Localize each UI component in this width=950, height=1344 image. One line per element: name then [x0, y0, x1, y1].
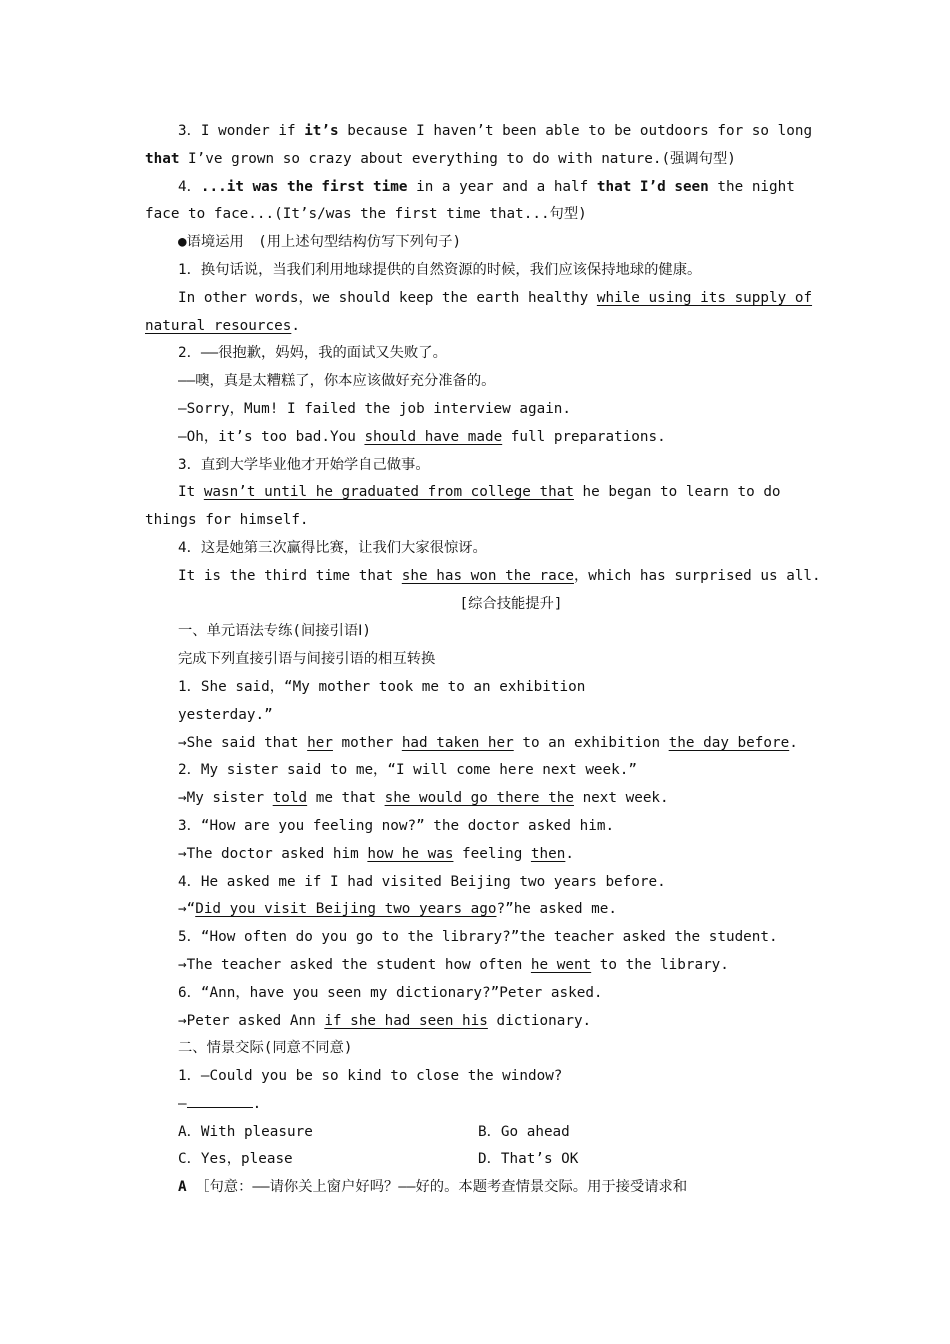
- pattern-3-line2: that I’ve grown so crazy about everything to do with nature.(强调句型): [145, 150, 736, 167]
- answer: natural resources: [145, 317, 292, 334]
- option-d: D．That’s OK: [478, 1151, 579, 1168]
- grammar-answer: →Peter asked Ann if she had seen his dictionary.: [178, 1012, 592, 1029]
- answer: wasn’t until he graduated from college that: [203, 484, 574, 501]
- answer: her: [307, 734, 333, 751]
- context-q1-en-cont: natural resources.: [145, 317, 300, 334]
- context-q2-cn1: 2．——很抱歉，妈妈，我的面试又失败了。: [178, 345, 447, 362]
- grammar-heading: 一、单元语法专练(间接引语Ⅰ): [178, 623, 371, 640]
- answer: if she had seen his: [324, 1012, 488, 1029]
- grammar-answer: →The doctor asked him how he was feeling then.: [178, 845, 574, 862]
- grammar-answer: →“Did you visit Beijing two years ago?”he asked me.: [178, 901, 617, 918]
- answer: should have made: [364, 428, 503, 445]
- answer: had taken her: [401, 734, 514, 751]
- context-q2-en1: —Sorry，Mum! I failed the job interview again.: [178, 400, 572, 417]
- options-row-2: [145, 1146, 807, 1174]
- section-title: [综合技能提升]: [459, 595, 563, 612]
- pattern-3-line1: 3．I wonder if it’s because I haven’t been able to be outdoors for so long: [178, 123, 813, 139]
- grammar-question-cont: yesterday.”: [178, 706, 273, 723]
- answer: told: [272, 790, 308, 807]
- grammar-instruction: 完成下列直接引语与间接引语的相互转换: [178, 651, 436, 668]
- answer: she has won the race: [401, 567, 574, 584]
- dialogue-question: 1．—Could you be so kind to close the window?: [178, 1068, 563, 1085]
- context-q4-en: It is the third time that she has won the race，which has surprised us all.: [178, 567, 821, 584]
- grammar-question: 4．He asked me if I had visited Beijing two years before.: [178, 873, 666, 890]
- context-q2-cn2: ——噢，真是太糟糕了，你本应该做好充分准备的。: [178, 373, 496, 390]
- answer-letter: A: [178, 1179, 187, 1196]
- context-q3-en: It wasn’t until he graduated from college that he began to learn to do: [178, 484, 781, 501]
- context-q3-cn: 3．直到大学毕业他才开始学自己做事。: [178, 456, 430, 473]
- dialogue-heading: 二、情景交际(同意不同意): [178, 1040, 353, 1057]
- dialogue-answer-blank: — .: [145, 1091, 807, 1119]
- pattern-4-line1: 4．...it was the first time in a year and a half that I’d seen the night: [178, 178, 795, 195]
- context-q4-cn: 4．这是她第三次赢得比赛，让我们大家很惊讶。: [178, 539, 487, 556]
- document-page: [145, 118, 821, 1202]
- grammar-question: 2．My sister said to me，“I will come here next week.”: [178, 762, 637, 779]
- context-q1-en: In other words，we should keep the earth healthy while using its supply of: [178, 289, 813, 306]
- option-b: B．Go ahead: [478, 1123, 570, 1140]
- answer: while using its supply of: [596, 289, 813, 306]
- answer: Did you visit Beijing two years ago: [195, 901, 497, 918]
- grammar-items: [145, 674, 807, 1035]
- grammar-question: 5．“How often do you go to the library?”the teacher asked the student.: [178, 929, 778, 946]
- dialogue-explanation: A ［句意：——请你关上窗户好吗？——好的。本题考查情景交际。用于接受请求和: [178, 1179, 688, 1196]
- answer: he went: [530, 956, 592, 973]
- answer-blank: [187, 1093, 253, 1108]
- context-heading: ●语境运用 (用上述句型结构仿写下列句子): [178, 234, 462, 251]
- grammar-answer: →She said that her mother had taken her to an exhibition the day before.: [178, 734, 798, 751]
- grammar-question: 1．She said，“My mother took me to an exhibition: [178, 678, 586, 695]
- options-row-1: [145, 1119, 807, 1147]
- answer: the day before: [668, 734, 790, 751]
- answer: she would go there the: [384, 790, 574, 807]
- context-q3-en-cont: things for himself.: [145, 512, 309, 529]
- option-c: C．Yes，please: [178, 1151, 293, 1168]
- grammar-answer: →My sister told me that she would go there the next week.: [178, 790, 669, 807]
- grammar-answer: →The teacher asked the student how often he went to the library.: [178, 956, 729, 973]
- pattern-4-line2: face to face...(It’s/was the first time that...句型): [145, 206, 587, 223]
- grammar-question: 6．“Ann，have you seen my dictionary?”Peter asked.: [178, 984, 603, 1001]
- context-q1-cn: 1．换句话说，当我们利用地球提供的自然资源的时候，我们应该保持地球的健康。: [178, 261, 702, 278]
- grammar-question: 3．“How are you feeling now?” the doctor asked him.: [178, 817, 615, 834]
- answer: then: [530, 845, 566, 862]
- answer: how he was: [367, 845, 454, 862]
- option-a: A．With pleasure: [178, 1123, 313, 1140]
- context-q2-en2: —Oh，it’s too bad.You should have made full preparations.: [178, 428, 666, 445]
